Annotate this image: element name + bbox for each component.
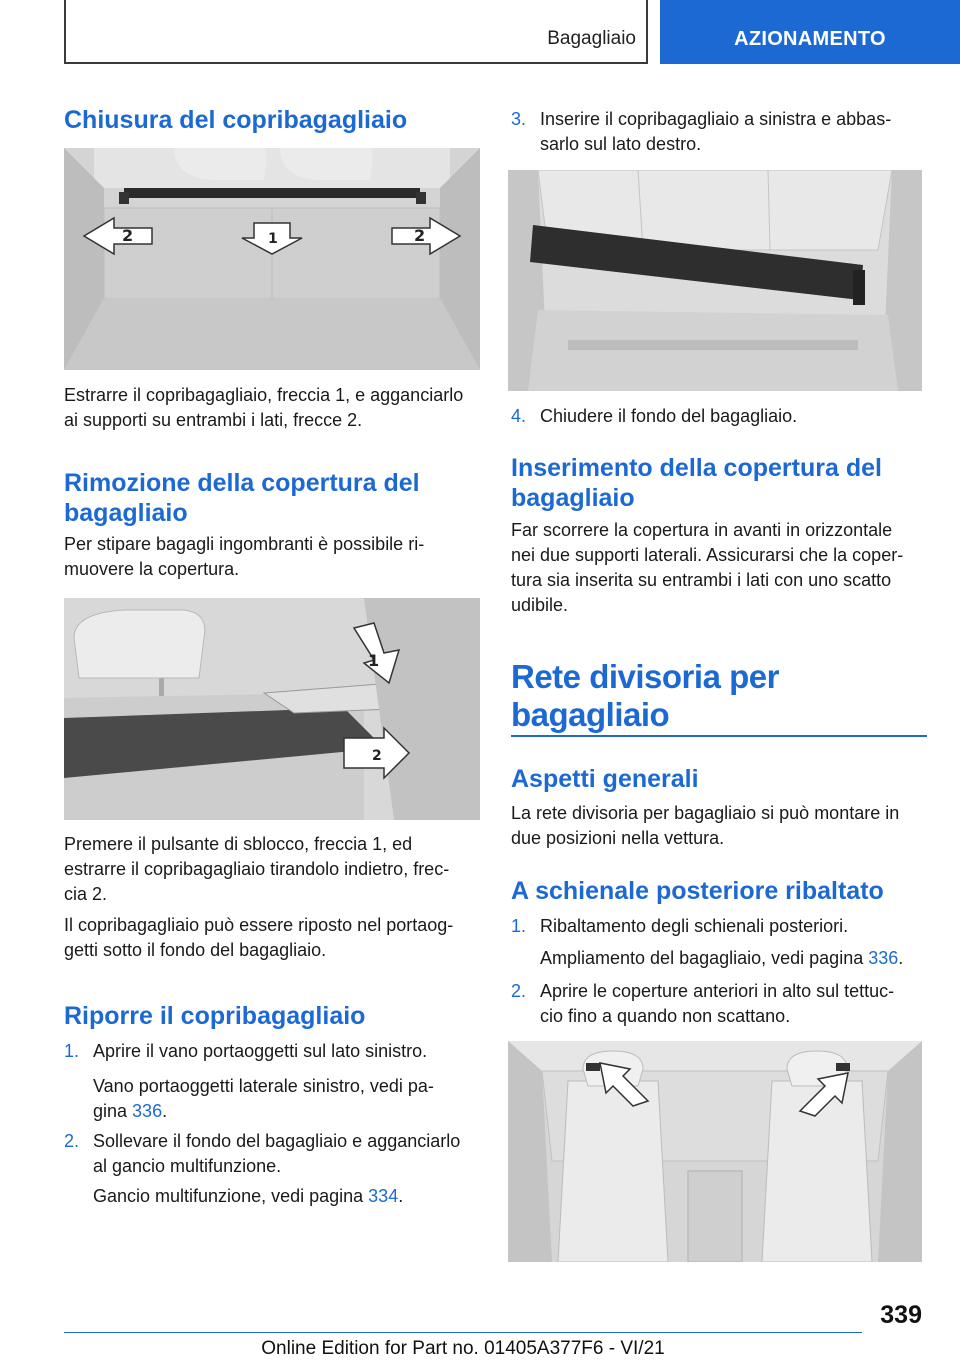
header-chapter-tab[interactable]: [660, 0, 960, 64]
heading-riporre: Riporre il copribagagliaio: [64, 1002, 366, 1030]
header-section-title: Bagagliaio: [547, 28, 636, 49]
link-page-336-b[interactable]: 336: [868, 948, 899, 968]
figure-cover-insert: [508, 170, 922, 391]
text-chiusura: Estrarre il copribagagliaio, freccia 1, e agganciarlo ai supporti su entrambi i lati, frecce 2.: [64, 385, 464, 430]
fig2-label-2: 2: [372, 748, 382, 764]
heading-aspetti-generali: Aspetti generali: [511, 765, 699, 793]
heading-rimozione: Rimozione della copertura del bagagliaio: [64, 469, 420, 527]
heading-rete-divisoria: Rete divisoria per bagagliaio: [511, 658, 779, 733]
link-page-336-a[interactable]: 336: [132, 1101, 163, 1121]
list-item-riporre-4: 4. Chiudere il fondo del bagagliaio.: [511, 406, 798, 426]
list-item-rete-1: 1. Ribaltamento degli schienali posteriori.: [511, 916, 849, 936]
figure-cargo-net-anchors: [508, 1041, 922, 1262]
fig1-label-left: 2: [122, 226, 134, 245]
text-inserimento: Far scorrere la copertura in avanti in orizzontale nei due supporti laterali. Assicurarsi che la coper- tura sia inserita su entrambi i lati con uno scatto udibile.: [511, 520, 904, 615]
text-riposto: Il copribagagliaio può essere riposto nel portaog- getti sotto il fondo del bagagliaio.: [64, 915, 454, 960]
footer-rule: [64, 1332, 862, 1333]
list-item-rete-2: 2. Aprire le coperture anteriori in alto sul tettuc- cio fino a quando non scattano.: [511, 981, 895, 1026]
list-item-riporre-1-ref: Vano portaoggetti laterale sinistro, vedi pa- gina 336.: [93, 1076, 434, 1121]
fig1-label-center: 1: [268, 231, 278, 247]
list-item-riporre-1: 1. Aprire il vano portaoggetti sul lato sinistro.: [64, 1041, 428, 1061]
footer-edition: Online Edition for Part no. 01405A377F6 - VI/21: [261, 1338, 665, 1359]
list-item-riporre-2: 2. Sollevare il fondo del bagagliaio e agganciarlo al gancio multifunzione.: [64, 1131, 461, 1176]
fig1-label-right: 2: [414, 226, 426, 245]
page-number: 339: [880, 1301, 922, 1329]
list-item-riporre-2-ref: Gancio multifunzione, vedi pagina 334.: [93, 1186, 404, 1206]
figure-cover-extend: [64, 148, 480, 370]
list-item-rete-1-ref: Ampliamento del bagagliaio, vedi pagina 336.: [540, 948, 904, 968]
heading-rule: [511, 735, 927, 737]
list-item-riporre-3: 3. Inserire il copribagagliaio a sinistra e abbas- sarlo sul lato destro.: [511, 109, 892, 154]
heading-chiusura: Chiusura del copribagagliaio: [64, 106, 408, 134]
heading-schienale-ribaltato: A schienale posteriore ribaltato: [511, 877, 884, 905]
fig2-label-1: 1: [368, 651, 380, 670]
text-aspetti: La rete divisoria per bagagliaio si può montare in due posizioni nella vettura.: [511, 803, 900, 848]
header-section-box: [64, 0, 648, 64]
header-chapter-title: AZIONAMENTO: [734, 28, 886, 50]
heading-inserimento: Inserimento della copertura del bagagliaio: [511, 454, 882, 512]
text-rimozione: Per stipare bagagli ingombranti è possibile ri- muovere la copertura.: [64, 534, 425, 579]
figure-cover-release: [64, 598, 480, 820]
link-page-334[interactable]: 334: [368, 1186, 399, 1206]
text-premere: Premere il pulsante di sblocco, freccia 1, ed estrarre il copribagagliaio tirandolo indietro, frec- cia 2.: [64, 834, 450, 904]
